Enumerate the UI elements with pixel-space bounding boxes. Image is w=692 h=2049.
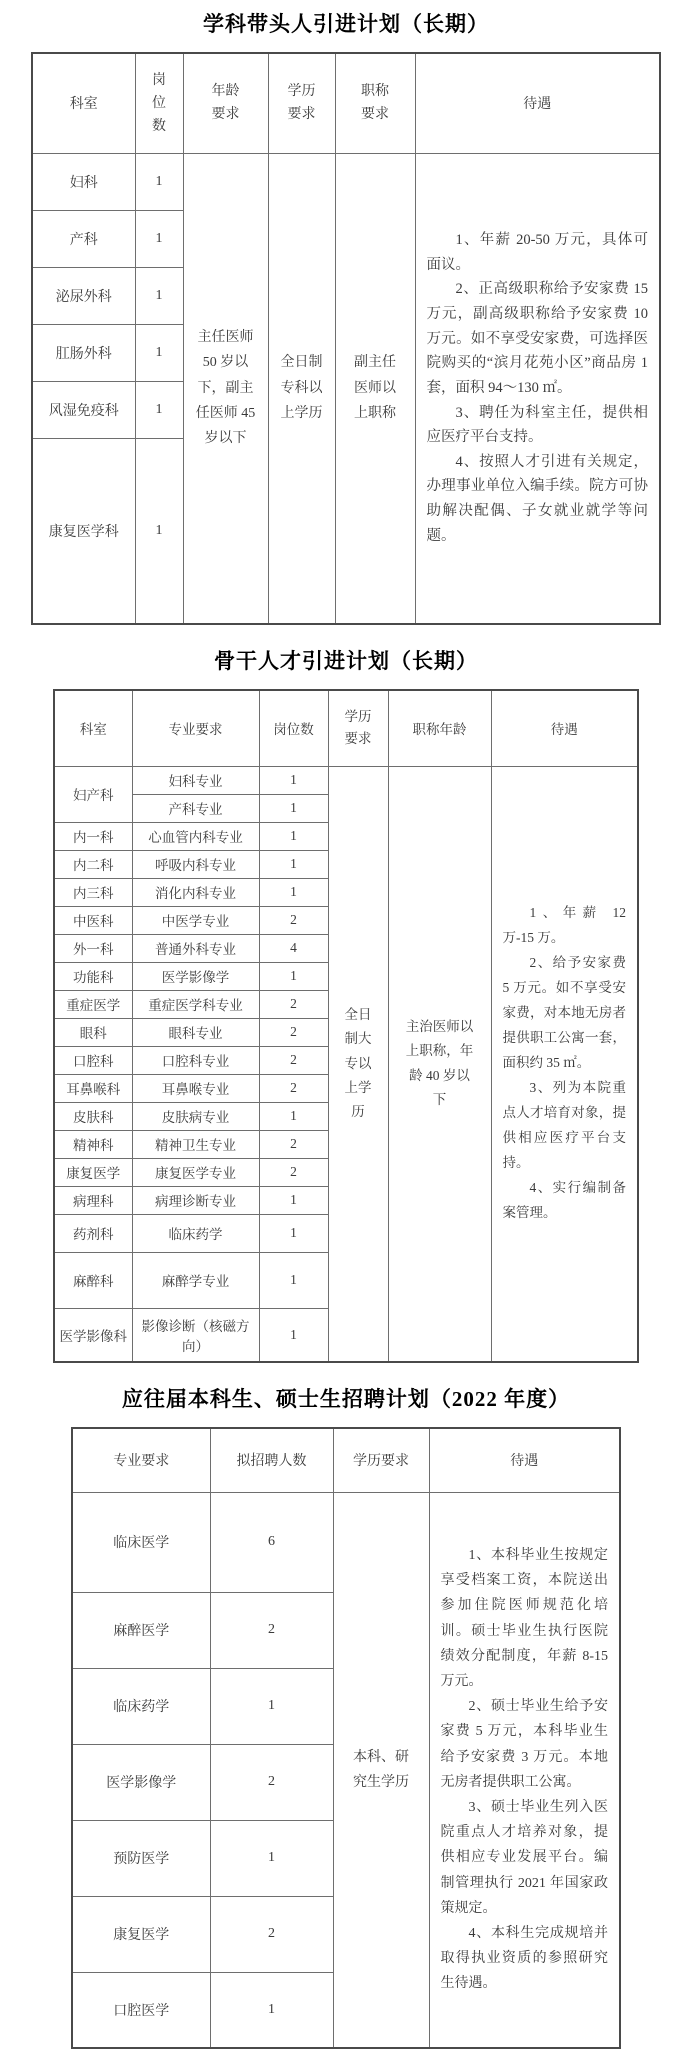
header-major-label: 专业要求	[113, 1454, 170, 1470]
section-title-graduates: 应往届本科生、硕士生招聘计划（2022 年度）	[121, 1387, 571, 1411]
count-cell: 2	[259, 1046, 328, 1074]
count-cell: 1	[259, 1308, 328, 1362]
count-cell: 1	[259, 1252, 328, 1308]
dept-cell: 内二科	[54, 850, 132, 878]
benefit-item: 4、按照人才引进有关规定，办理事业单位入编手续。院方可协助解决配偶、子女就业就学等问题。	[426, 453, 648, 544]
dept-cell: 肛肠外科	[32, 324, 135, 381]
header-major	[132, 690, 259, 766]
count-cell: 1	[259, 766, 328, 794]
count-cell: 1	[259, 794, 328, 822]
header-benefit	[429, 1428, 620, 1492]
header-rank-age	[388, 690, 491, 766]
table-row	[54, 766, 638, 794]
section-title-leaders: 学科带头人引进计划（长期）	[203, 12, 489, 36]
table-header-row	[54, 690, 638, 766]
header-count-label: 拟招聘人数	[236, 1454, 307, 1470]
header-benefit-label: 待遇	[510, 1454, 539, 1470]
benefit-item: 3、列为本院重点人才培育对象，提供相应医疗平台支持。	[502, 1080, 626, 1171]
count-cell: 2	[259, 906, 328, 934]
header-count	[259, 690, 328, 766]
dept-cell: 耳鼻喉科	[54, 1074, 132, 1102]
dept-cell: 康复医学	[54, 1158, 132, 1186]
dept-cell: 病理科	[54, 1186, 132, 1214]
header-benefit	[415, 53, 660, 153]
header-benefit-label: 待遇	[550, 722, 578, 738]
header-edu-label: 学历要求	[353, 1454, 409, 1470]
dept-cell: 麻醉科	[54, 1252, 132, 1308]
count-cell: 2	[259, 1158, 328, 1186]
count-cell: 2	[259, 1018, 328, 1046]
header-rank-label: 职称要求	[360, 84, 389, 123]
benefit-item: 3、聘任为科室主任，提供相应医疗平台支持。	[426, 404, 648, 446]
benefit-item: 2、给予安家费 5 万元。如不享受安家费，对本地无房者提供职工公寓一套，面积约 35 ㎡。	[502, 955, 626, 1071]
major-cell: 医学影像学	[72, 1744, 210, 1820]
count-cell: 2	[259, 990, 328, 1018]
header-dept	[54, 690, 132, 766]
major-cell: 临床药学	[132, 1214, 259, 1252]
header-dept-label: 科室	[79, 722, 107, 738]
rank-age-text: 主治医师以上职称，年龄 40 岁以下	[405, 1019, 474, 1108]
count-cell: 1	[259, 822, 328, 850]
dept-cell: 泌尿外科	[32, 267, 135, 324]
dept-cell: 重症医学	[54, 990, 132, 1018]
dept-cell: 内一科	[54, 822, 132, 850]
major-cell: 康复医学专业	[132, 1158, 259, 1186]
count-cell: 1	[210, 1820, 333, 1896]
benefit-cell	[491, 766, 638, 1362]
major-cell: 皮肤病专业	[132, 1102, 259, 1130]
header-edu	[333, 1428, 429, 1492]
major-cell: 口腔医学	[72, 1972, 210, 2048]
major-cell: 心血管内科专业	[132, 822, 259, 850]
major-cell: 康复医学	[72, 1896, 210, 1972]
benefit-item: 2、硕士毕业生给予安家费 5 万元，本科毕业生给予安家费 3 万元。本地无房者提供职工公寓。	[440, 1699, 608, 1790]
benefit-item: 3、硕士毕业生列入医院重点人才培养对象，提供相应专业发展平台。编制管理执行 2021 年国家政策规定。	[440, 1799, 608, 1916]
dept-cell: 医学影像科	[54, 1308, 132, 1362]
benefit-item: 2、正高级职称给予安家费 15 万元，副高级职称给予安家费 10 万元。如不享受安家费，可选择医院购买的“滨月花苑小区”商品房 1 套，面积 94～130 ㎡。	[426, 281, 648, 396]
major-cell: 消化内科专业	[132, 878, 259, 906]
count-cell: 2	[210, 1896, 333, 1972]
count-cell: 2	[210, 1592, 333, 1668]
major-cell: 呼吸内科专业	[132, 850, 259, 878]
benefit-item: 1、年薪 12 万-15 万。	[502, 905, 626, 946]
dept-cell: 皮肤科	[54, 1102, 132, 1130]
major-cell: 妇科专业	[132, 766, 259, 794]
table-header-row	[32, 53, 660, 153]
section-title-backbone: 骨干人才引进计划（长期）	[214, 649, 478, 673]
backbone-table	[53, 689, 639, 1363]
major-cell: 产科专业	[132, 794, 259, 822]
leaders-table	[31, 52, 661, 625]
header-age-label: 年龄要求	[211, 84, 240, 123]
benefit-item: 4、本科生完成规培并取得执业资质的参照研究生待遇。	[440, 1925, 608, 1992]
benefit-cell	[415, 153, 660, 624]
benefit-item: 4、实行编制备案管理。	[502, 1180, 626, 1221]
count-cell: 1	[259, 1214, 328, 1252]
count-cell: 1	[259, 1186, 328, 1214]
dept-cell: 风湿免疫科	[32, 381, 135, 438]
major-cell: 病理诊断专业	[132, 1186, 259, 1214]
table-row	[72, 1492, 620, 1592]
header-dept	[32, 53, 135, 153]
count-cell: 1	[135, 381, 183, 438]
dept-cell: 精神科	[54, 1130, 132, 1158]
benefit-item: 1、本科毕业生按规定享受档案工资，本院送出参加住院医师规范化培训。硕士毕业生执行医院绩效分配制度，年薪 8-15 万元。	[440, 1548, 608, 1689]
header-count-label: 岗位数	[273, 722, 314, 738]
count-cell: 6	[210, 1492, 333, 1592]
count-cell: 2	[210, 1744, 333, 1820]
count-cell: 2	[259, 1074, 328, 1102]
count-cell: 1	[259, 962, 328, 990]
count-cell: 1	[135, 324, 183, 381]
major-cell: 临床医学	[72, 1492, 210, 1592]
header-edu	[328, 690, 388, 766]
dept-cell: 中医科	[54, 906, 132, 934]
header-rank	[335, 53, 415, 153]
graduates-table	[71, 1427, 621, 2049]
rank-req-cell: 副主任医师以上职称	[335, 153, 415, 624]
count-cell: 2	[259, 1130, 328, 1158]
major-cell: 麻醉医学	[72, 1592, 210, 1668]
dept-cell: 功能科	[54, 962, 132, 990]
count-cell: 1	[210, 1668, 333, 1744]
edu-req-text: 本科、研究生学历	[352, 1749, 409, 1790]
table-row	[32, 153, 660, 210]
age-req-cell: 主任医师 50 岁以下，副主任医师 45 岁以下	[183, 153, 268, 624]
header-dept-label: 科室	[69, 97, 98, 113]
major-cell: 眼科专业	[132, 1018, 259, 1046]
edu-req-text: 全日制大专以上学历	[344, 1007, 372, 1120]
header-age	[183, 53, 268, 153]
header-edu-label: 学历要求	[344, 708, 372, 747]
count-cell: 1	[259, 878, 328, 906]
dept-cell: 内三科	[54, 878, 132, 906]
header-rank-age-label: 职称年龄	[412, 722, 467, 738]
dept-cell: 康复医学科	[32, 438, 135, 624]
header-count-label: 岗位数	[151, 72, 166, 134]
major-cell: 麻醉学专业	[132, 1252, 259, 1308]
major-cell: 临床药学	[72, 1668, 210, 1744]
count-cell: 4	[259, 934, 328, 962]
major-cell: 重症医学科专业	[132, 990, 259, 1018]
header-major-label: 专业要求	[168, 722, 223, 738]
count-cell: 1	[135, 438, 183, 624]
major-cell: 精神卫生专业	[132, 1130, 259, 1158]
major-cell: 预防医学	[72, 1820, 210, 1896]
rank-age-cell	[388, 766, 491, 1362]
edu-req-cell	[333, 1492, 429, 2048]
edu-req-cell: 全日制专科以上学历	[268, 153, 335, 624]
header-count	[210, 1428, 333, 1492]
count-cell: 1	[135, 153, 183, 210]
header-edu	[268, 53, 335, 153]
benefit-cell	[429, 1492, 620, 2048]
dept-cell: 外一科	[54, 934, 132, 962]
header-count	[135, 53, 183, 153]
major-cell: 影像诊断（核磁方向）	[132, 1308, 259, 1362]
header-benefit-label: 待遇	[523, 97, 552, 113]
major-cell: 口腔科专业	[132, 1046, 259, 1074]
dept-cell: 口腔科	[54, 1046, 132, 1074]
dept-cell: 妇科	[32, 153, 135, 210]
dept-cell: 眼科	[54, 1018, 132, 1046]
benefit-item: 1、年薪 20-50 万元，具体可面议。	[426, 232, 648, 273]
header-major	[72, 1428, 210, 1492]
count-cell: 1	[259, 850, 328, 878]
header-edu-label: 学历要求	[287, 84, 316, 123]
count-cell: 1	[210, 1972, 333, 2048]
major-cell: 普通外科专业	[132, 934, 259, 962]
count-cell: 1	[135, 210, 183, 267]
table-header-row	[72, 1428, 620, 1492]
major-cell: 耳鼻喉专业	[132, 1074, 259, 1102]
major-cell: 医学影像学	[132, 962, 259, 990]
dept-cell: 产科	[32, 210, 135, 267]
count-cell: 1	[259, 1102, 328, 1130]
edu-req-cell	[328, 766, 388, 1362]
count-cell: 1	[135, 267, 183, 324]
dept-cell: 妇产科	[54, 766, 132, 822]
major-cell: 中医学专业	[132, 906, 259, 934]
dept-cell: 药剂科	[54, 1214, 132, 1252]
header-benefit	[491, 690, 638, 766]
